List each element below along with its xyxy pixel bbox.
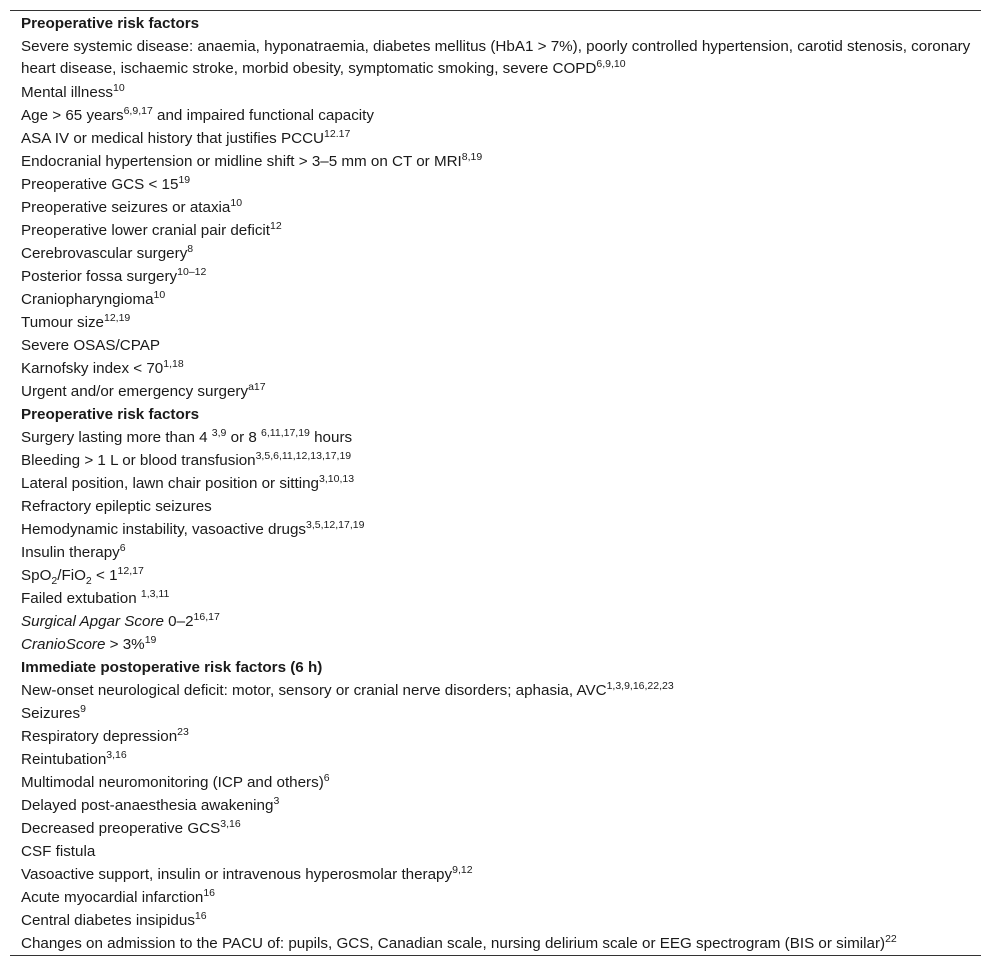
table-row: Insulin therapy$^6$ [21,542,126,561]
table-row: Seizures$^9$ [21,703,86,722]
table-row: Preoperative lower cranial pair deficit$^{12}$ [21,220,282,239]
table-row: Preoperative GCS < $15^{19}$ [21,174,191,193]
table-row: Severe OSAS/CPAP [21,337,160,354]
table-row: Multimodal neuromonitoring (ICP and others)$^6$ [21,772,330,791]
table-row: Surgery lasting more than 4 $^{3,9}$ or 8 $^{6,11,17,19}$ hours [21,427,353,446]
section-heading: Immediate postoperative risk factors (6 h) [21,659,323,676]
table-row: Preoperative seizures or ataxia$^{10}$ [21,197,243,216]
table-row: Refractory epileptic seizures [21,498,212,515]
table-row: Reintubation$^{3,16}$ [21,749,127,768]
table-row: Craniopharyngioma$^{10}$ [21,289,166,308]
table-row: Urgent and/or emergency surgery$^{a17}$ [21,381,266,400]
table-row: Posterior fossa surgery$^{10-12}$ [21,266,207,285]
risk-factors-table [10,10,981,956]
table-row: Bleeding > 1 L or blood transfusion$^{3,5,6,11,12,13,17,19}$ [21,450,352,469]
table-row: Central diabetes insipidus$^{16}$ [21,910,207,929]
table-row: CranioScore > 3%$^{19}$ [21,634,157,653]
table-row: ASA IV or medical history that justifies $PCCU^{12.17}$ [21,128,351,147]
table-row: $SpO_2/FiO_2 < 1^{12,17}$ [21,565,144,587]
table-row: Decreased preoperative GCS$^{3,16}$ [21,818,241,837]
table-row: Lateral position, lawn chair position or sitting$^{3,10,13}$ [21,473,355,492]
table-row: Respiratory depression$^{23}$ [21,726,189,745]
table-row: Delayed post-anaesthesia awakening$^3$ [21,795,280,814]
table-row: CSF fistula [21,843,96,860]
table-row: Tumour size$^{12,19}$ [21,312,131,331]
table-row: Mental illness$^{10}$ [21,82,125,101]
table-row: Hemodynamic instability, vasoactive drugs$^{3,5,12,17,19}$ [21,519,365,538]
table-row: Acute myocardial infarction$^{16}$ [21,887,216,906]
table-row: New-onset neurological deficit: motor, sensory or cranial nerve disorders; aphasia, AVC$^{1,3,9,16,22,23}$ [21,680,674,699]
table-row: Failed extubation $^{1,3,11}$ [21,588,170,607]
table-row: Age > 65 years$^{6,9,17}$ and impaired functional capacity [21,105,374,124]
table-row: Surgical Apgar Score 0–2$^{16,17}$ [21,611,220,630]
table-row: Endocranial hypertension or midline shift > 3–5 mm on CT or MRI$^{8,19}$ [21,151,483,170]
section-heading: Preoperative risk factors [21,406,200,423]
table-row: Severe systemic disease: anaemia, hyponatraemia, diabetes mellitus (HbA1 > 7%), poorly controlled hypertension, carotid stenosis, coronary heart disease, ischaemic stroke, morbid obesity, symptomatic smoking, severe COPD$^{6,9,10}$ [21,38,971,77]
table-row: Karnofsky index < $70^{1,18}$ [21,358,184,377]
section-heading: Preoperative risk factors [21,15,200,32]
table-row: Cerebrovascular surgery$^8$ [21,243,194,262]
table-row: Changes on admission to the PACU of: pupils, GCS, Canadian scale, nursing delirium scale or EEG spectrogram (BIS or similar)$^{22}$ [21,933,897,952]
table-row: Vasoactive support, insulin or intravenous hyperosmolar therapy$^{9,12}$ [21,864,473,883]
